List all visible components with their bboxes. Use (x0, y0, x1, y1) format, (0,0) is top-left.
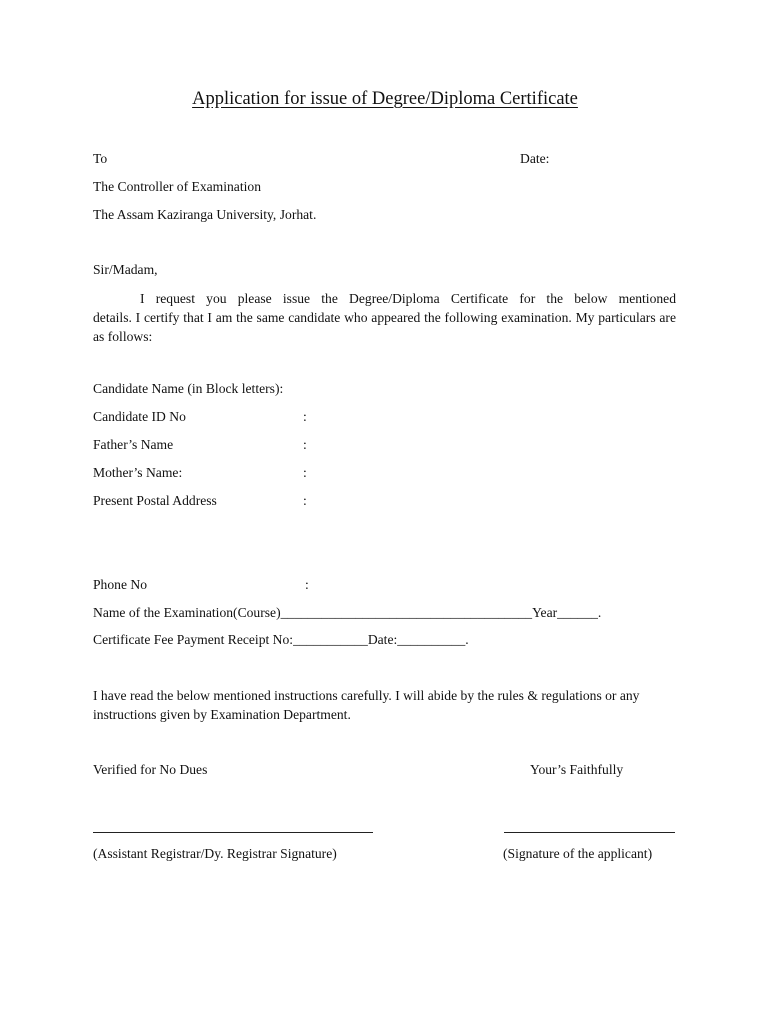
verified-no-dues-label: Verified for No Dues (93, 762, 208, 777)
closing-label: Your’s Faithfully (530, 762, 624, 777)
mothers-name-row (93, 466, 333, 480)
mothers-name-label: Mother’s Name: (93, 465, 183, 480)
applicant-signature-line (504, 832, 675, 833)
fathers-name-label: Father’s Name (93, 437, 174, 452)
request-text-2: details. I certify that I am the same candidate who appeared the following examination. My particulars are as follows: (93, 310, 676, 344)
candidate-name-label: Candidate Name (in Block letters): (93, 381, 284, 396)
candidate-id-colon: : (303, 409, 307, 424)
recipient-institution: The Assam Kaziranga University, Jorhat. (93, 207, 317, 222)
page-title (0, 90, 770, 109)
request-paragraph (93, 289, 676, 346)
postal-address-row (93, 494, 333, 508)
registrar-signature-line (93, 832, 373, 833)
recipient-title: The Controller of Examination (93, 179, 261, 194)
declaration-paragraph: I have read the below mentioned instructions carefully. I will abide by the rules & regulations or any instructions given by Examination Department. (93, 688, 640, 722)
phone-label: Phone No (93, 577, 147, 592)
candidate-id-label: Candidate ID No (93, 409, 186, 424)
fathers-name-row (93, 438, 333, 452)
request-line-1 (93, 289, 676, 308)
mothers-name-colon: : (303, 465, 307, 480)
request-text-1: I request you please issue the Degree/Diploma Certificate for the below mentioned (140, 291, 676, 306)
exam-course-line: Name of the Examination(Course)_____________________________________Year______. (93, 605, 602, 620)
to-label: To (93, 151, 108, 166)
phone-colon: : (305, 577, 309, 592)
candidate-id-row (93, 410, 333, 424)
postal-address-colon: : (303, 493, 307, 508)
registrar-signature-label: (Assistant Registrar/Dy. Registrar Signature) (93, 846, 337, 861)
fee-receipt-line: Certificate Fee Payment Receipt No:___________Date:__________. (93, 632, 469, 647)
postal-address-label: Present Postal Address (93, 493, 217, 508)
phone-row (93, 578, 333, 592)
applicant-signature-label: (Signature of the applicant) (503, 846, 653, 861)
date-label: Date: (520, 151, 550, 166)
fathers-name-colon: : (303, 437, 307, 452)
salutation: Sir/Madam, (93, 262, 158, 277)
page-title-text: Application for issue of Degree/Diploma Certificate (192, 89, 578, 109)
